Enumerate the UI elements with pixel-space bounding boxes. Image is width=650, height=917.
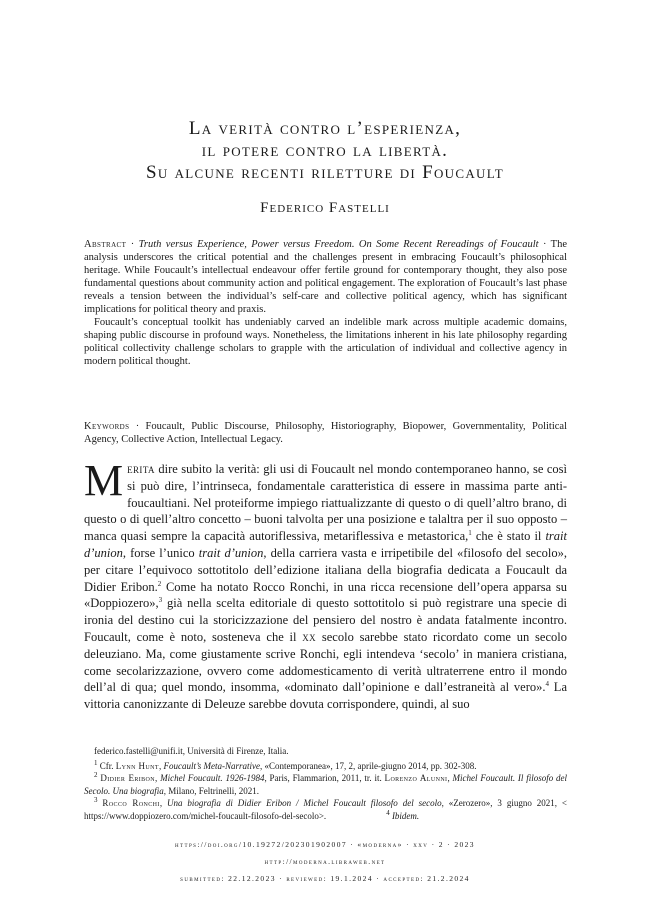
footnote-translator: Lorenzo Alunni <box>384 773 448 783</box>
article-author: Federico Fastelli <box>260 200 390 216</box>
body-text-run: già nella scelta editoriale di questo sottotitolo si può registrare una specie di ironia del destino cui la storicizzazione del pensiero del nostro è andata fatalmente incontro. Foucault, come è noto, sosteneva che il <box>84 596 567 644</box>
footnote-number: 1 <box>94 758 98 767</box>
abstract-paragraph-2: Foucault’s conceptual toolkit has undeniably carved an indelible mark across multiple academic domains, shaping public discourse in profound ways. Nonetheless, the limitations inherent in his late philosophy regarding political collectivity challenge scholars to grapple with the articulation of individual and collective agency in modern political thought. <box>84 317 567 367</box>
article-title <box>60 118 590 184</box>
footnote-title: Una biografia di Didier Eribon / Michel Foucault filosofo del secolo <box>166 798 442 808</box>
footnote-text: , <box>447 773 453 783</box>
footnote-title: Foucault’s Meta-Narrative <box>163 760 261 771</box>
footnote-number: 2 <box>94 771 98 779</box>
footnote-author: Didier Eribon <box>100 773 156 783</box>
footnote-1 <box>84 760 567 773</box>
footnote-text: Cfr. <box>97 760 116 771</box>
footer-doi[interactable]: https://doi.org/10.19272/202301902007 · «moderna» · xxv · 2 · 2023 <box>175 840 475 849</box>
footer-website[interactable]: http://moderna.libraweb.net <box>264 857 386 866</box>
footnote-3 <box>84 797 567 822</box>
abstract-english-title: Truth versus Experience, Power versus Freedom. On Some Recent Rereadings of Foucault <box>138 239 539 250</box>
title-line-1: La verità contro l’esperienza, <box>188 118 462 139</box>
body-paragraph <box>84 456 568 713</box>
footnote-author: Lynn Hunt <box>115 760 159 771</box>
footnote-text: , Paris, Flammarion, 2011, tr. it. <box>264 773 385 783</box>
footnote-text: , Milano, Feltrinelli, 2021. <box>163 785 259 796</box>
body-text-run: secolo sarebbe stato ricordato come un secolo deleuziano. Ma, come giustamente scrive Ronchi, egli intendeva ‘secolo’ in maniera cristiana, come secolarizzazione, ovvero come addomesticamento di verità ultraterrene entro il mondo dell’al di qua; quel mondo, insomma, «dominato dall’opinione e dall’estraneità al vero». <box>84 629 567 695</box>
abstract <box>84 238 567 368</box>
footnote-title: Michel Foucault. 1926-1984 <box>160 773 265 783</box>
drop-cap: M <box>84 456 124 505</box>
footnote-ref-2[interactable]: 2 <box>157 579 162 588</box>
abstract-separator: · <box>126 239 139 250</box>
footnote-link-text[interactable]: , «Zerozero», 3 giugno 2021, < https://www.doppiozero.com/michel-foucault-filosofo-del-secolo>. <box>84 798 567 821</box>
footnote-author: Rocco Ronchi <box>102 798 160 808</box>
abstract-label: Abstract <box>84 239 127 250</box>
body-text-run: , forse l’unico <box>122 545 199 560</box>
footnote-ref-3[interactable]: 3 <box>158 596 163 605</box>
abstract-paragraph-1 <box>84 238 567 316</box>
footnote-number: 3 <box>94 796 98 804</box>
keywords <box>84 420 567 446</box>
title-line-2: il potere contro la libertà. <box>201 140 449 161</box>
footnote-number: 4 <box>386 808 390 817</box>
body-text-run: che è stato il <box>471 529 546 544</box>
italic-phrase: trait d’union <box>84 529 567 560</box>
body-text-run: Come ha notato Rocco Ronchi, in una ricca recensione dell’opera apparsa su «Doppiozero», <box>84 579 567 611</box>
footnote-title: Michel Foucault. Il filosofo del Secolo. Una biografia <box>84 773 568 796</box>
footnote-2 <box>84 772 567 797</box>
footnote-text: , <box>158 760 164 771</box>
author-email[interactable]: federico.fastelli@unifi.it, Università di Firenze, Italia. <box>94 746 289 756</box>
body-text-run: La vittoria canonizzante di Deleuze sarebbe dovuta corrispondere, quindi, al suo <box>84 680 567 712</box>
opening-small-caps: erita <box>127 462 155 476</box>
footnotes <box>84 745 567 822</box>
title-line-3: Su alcune recenti riletture di Foucault <box>146 162 504 183</box>
footer-dates: submitted: 22.12.2023 · reviewed: 19.1.2024 · accepted: 21.2.2024 <box>180 874 470 883</box>
footnote-ref-1[interactable]: 1 <box>468 529 472 538</box>
footnote-text: , «Contemporanea», 17, 2, aprile-giugno 2014, pp. 302-308. <box>260 760 477 771</box>
italic-phrase: trait d’union <box>198 545 264 560</box>
footnote-ref-4[interactable]: 4 <box>545 680 549 689</box>
footnote-4: Ibidem. <box>391 810 420 821</box>
body-text-run: , della carriera vasta e irripetibile del «filosofo del secolo», per citare l’equivoco sottotitolo dell’edizione italiana della biografia dedicata a Foucault da Didier Eribon. <box>84 545 568 594</box>
keywords-text: · Foucault, Public Discourse, Philosophy, Historiography, Biopower, Governmentality, Political Agency, Collective Action, Intellectual Legacy. <box>84 421 567 445</box>
keywords-label: Keywords <box>84 421 130 432</box>
century-numeral: xx <box>302 629 317 644</box>
footnote-text: , <box>159 798 167 808</box>
body-text-run: dire subito la verità: gli usi di Foucault nel mondo contemporaneo hanno, se così si può dire, l’intrinseca, fondamentale caratteristica di essere in massima parte anti-foucaultiani. Nel proteiforme impiego riattualizzante di questo o di quell’altro brano, di questo o di quell’altro concetto – buoni talvolta per una posizione e talaltra per il suo opposto – manca quasi sempre la capacità autoriflessiva, metariflessiva e metastorica, <box>84 462 567 544</box>
abstract-text-1: · The analysis underscores the critical potential and the challenges present in embracing Foucault’s philosophical heritage. While Foucault’s intellectual endeavour offer fertile ground for contemporary thought, they also pose fundamental questions about community action and political engagement. The exploration of Foucault’s last phase reveals a tension between the individual’s self-care and collective political agency, which has significant implications for political theory and praxis. <box>84 239 567 315</box>
footnote-text: , <box>155 773 161 783</box>
